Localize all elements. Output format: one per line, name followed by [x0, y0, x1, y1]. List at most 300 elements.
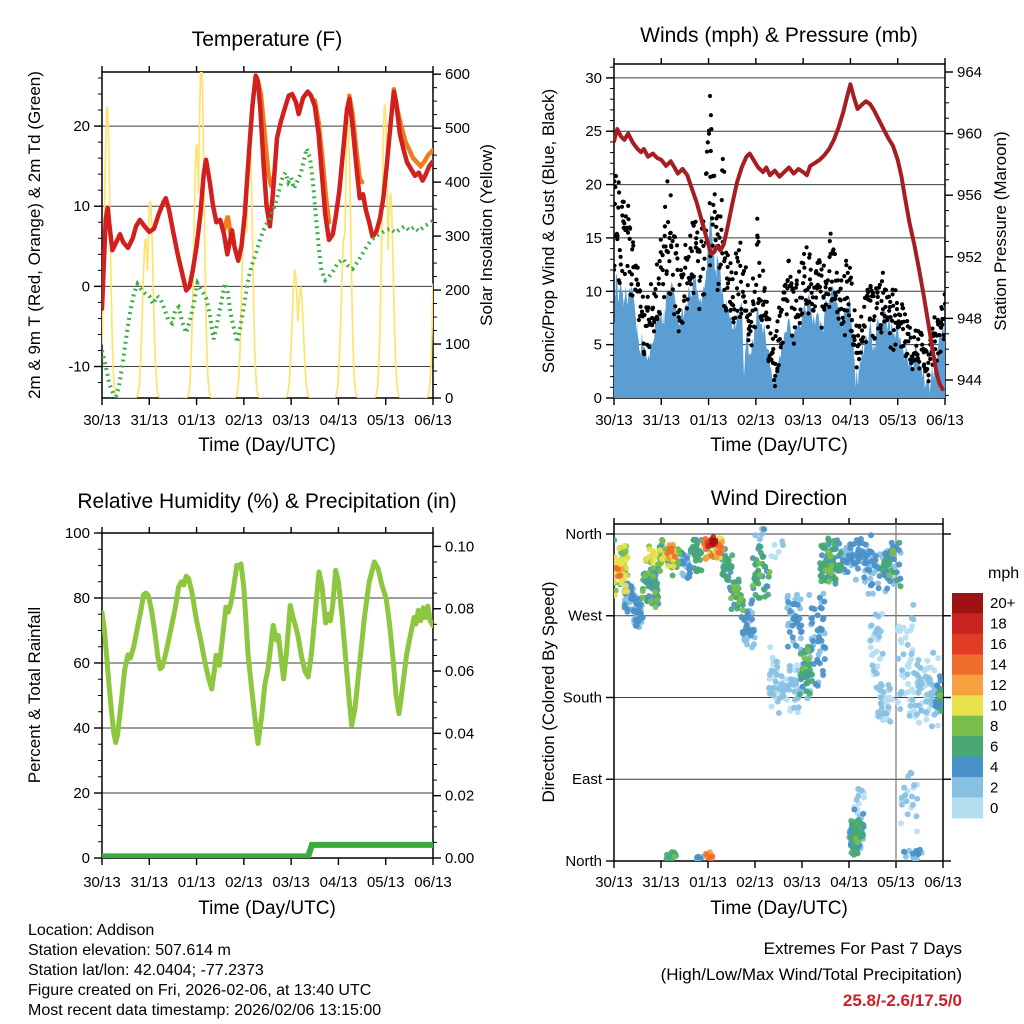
- colorbar-segment: [952, 593, 983, 614]
- gust-dot: [618, 281, 622, 285]
- gust-dot: [673, 235, 677, 239]
- wind-direction-dot: [769, 704, 775, 710]
- gust-dot: [731, 295, 735, 299]
- wind-direction-dot: [646, 554, 652, 560]
- gust-dot: [791, 290, 795, 294]
- colorbar-label: 12: [990, 677, 1007, 694]
- gust-dot: [666, 220, 670, 224]
- gust-dot: [785, 299, 789, 303]
- gust-dot: [711, 203, 715, 207]
- wind-direction-dot: [844, 560, 850, 566]
- gust-dot: [675, 243, 679, 247]
- gust-dot: [706, 140, 710, 144]
- gust-dot: [734, 271, 738, 275]
- wind-direction-dot: [660, 538, 666, 544]
- wind-direction-dot: [740, 607, 746, 613]
- gust-dot: [819, 267, 823, 271]
- gust-dot: [786, 278, 790, 282]
- gust-dot: [636, 283, 640, 287]
- gust-dot: [661, 268, 665, 272]
- gust-dot: [652, 329, 656, 333]
- gust-dot: [663, 205, 667, 209]
- gust-dot: [879, 323, 883, 327]
- wind-direction-dot: [878, 628, 884, 634]
- wind-direction-dot: [878, 695, 884, 701]
- wind-direction-dot: [898, 689, 904, 695]
- figure-created-timestamp: Figure created on Fri, 2026-02-06, at 13:40 UTC: [28, 982, 372, 999]
- gust-dot: [714, 238, 718, 242]
- wind-direction-dot: [909, 623, 915, 629]
- gust-dot: [711, 244, 715, 248]
- colorbar-segment: [952, 675, 983, 696]
- wind-direction-dot: [618, 580, 624, 586]
- gust-dot: [677, 329, 681, 333]
- colorbar-segment: [952, 654, 983, 675]
- y-tick-label-left: 20: [73, 118, 90, 136]
- wind-direction-dot: [798, 596, 804, 602]
- wind-direction-dot: [893, 577, 899, 583]
- gust-dot: [682, 299, 686, 303]
- wind-direction-dot: [757, 572, 763, 578]
- wind-direction-dot: [716, 550, 722, 556]
- gust-dot: [822, 308, 826, 312]
- wind-direction-dot: [787, 663, 793, 669]
- gust-dot: [675, 256, 679, 260]
- gust-dot: [845, 309, 849, 313]
- wind-direction-dot: [821, 599, 827, 605]
- wind-direction-dot: [822, 656, 828, 662]
- gust-dot: [940, 323, 944, 327]
- gust-dot: [647, 345, 651, 349]
- gust-dot: [767, 317, 771, 321]
- gust-dot: [678, 283, 682, 287]
- gust-dot: [671, 273, 675, 277]
- gust-dot: [789, 281, 793, 285]
- x-tick-label: 02/13: [737, 412, 775, 429]
- wind-direction-dot: [855, 786, 861, 792]
- gust-dot: [698, 275, 702, 279]
- wind-direction-dot: [914, 828, 920, 834]
- wind-direction-dot: [672, 854, 678, 860]
- x-tick-label: 06/13: [414, 874, 452, 891]
- gust-dot: [742, 269, 746, 273]
- wind-direction-dot: [772, 554, 778, 560]
- wind-direction-dot: [640, 595, 646, 601]
- wind-direction-dot: [739, 614, 745, 620]
- gust-dot: [901, 306, 905, 310]
- wind-direction-dot: [867, 638, 873, 644]
- gust-dot: [774, 334, 778, 338]
- wind-direction-dot: [728, 595, 734, 601]
- wind-direction-dot: [855, 850, 861, 856]
- gust-dot: [642, 352, 646, 356]
- gust-dot: [669, 231, 673, 235]
- gust-dot: [736, 259, 740, 263]
- gust-dot: [914, 344, 918, 348]
- wind-direction-dot: [751, 641, 757, 647]
- gust-dot: [696, 259, 700, 263]
- wind-direction-dot: [669, 549, 675, 555]
- wind-direction-dot: [826, 579, 832, 585]
- humidity-series: [102, 562, 433, 857]
- gust-dot: [824, 285, 828, 289]
- wind-direction-dot: [838, 550, 844, 556]
- gust-dot: [612, 179, 616, 183]
- y-tick-label-left: East: [571, 771, 602, 789]
- wind-direction-dot: [793, 643, 799, 649]
- gust-dot: [793, 307, 797, 311]
- gust-dot: [655, 317, 659, 321]
- colorbar-label: 16: [990, 636, 1007, 654]
- gust-dot: [830, 280, 834, 284]
- wind-direction-dot: [886, 572, 892, 578]
- y-tick-label-left: North: [565, 525, 602, 543]
- gust-dot: [753, 307, 757, 311]
- wind-direction-dot: [633, 623, 639, 629]
- wind-direction-dot: [886, 695, 892, 701]
- wind-direction-dot: [752, 532, 758, 538]
- gust-dot: [801, 261, 805, 265]
- wind-direction-dot: [884, 586, 890, 592]
- gust-dot: [842, 274, 846, 278]
- gust-dot: [857, 342, 861, 346]
- wind-direction-dot: [797, 691, 803, 697]
- wind-direction-dot: [767, 569, 773, 575]
- colorbar-label: 20+: [990, 595, 1016, 613]
- wind-direction-dot: [791, 680, 797, 686]
- gust-dot: [839, 287, 843, 291]
- wind-direction-dot: [685, 575, 691, 581]
- wind-direction-dot: [879, 567, 885, 573]
- y-tick-label-right: 300: [445, 228, 471, 246]
- relative-humidity-line: [102, 562, 433, 744]
- gust-dot: [628, 225, 632, 229]
- gust-dot: [681, 272, 685, 276]
- gust-dot: [834, 293, 838, 297]
- wind-direction-dot: [909, 651, 915, 657]
- wind-direction-dot: [616, 545, 622, 551]
- gust-dot: [943, 292, 947, 296]
- gust-dot: [802, 274, 806, 278]
- gust-dot: [714, 225, 718, 229]
- gust-dot: [794, 299, 798, 303]
- wind-direction-dot: [924, 658, 930, 664]
- wind-direction-dot: [803, 681, 809, 687]
- wind-direction-dot: [915, 657, 921, 663]
- wind-direction-dot: [758, 550, 764, 556]
- gust-dot: [898, 313, 902, 317]
- gust-dot: [873, 336, 877, 340]
- gust-dot: [814, 296, 818, 300]
- wind-direction-dot: [622, 543, 628, 549]
- gust-dot: [761, 269, 765, 273]
- wind-direction-dot: [750, 583, 756, 589]
- wind-direction-dot: [818, 605, 824, 611]
- gust-dot: [827, 269, 831, 273]
- gust-dot: [617, 180, 621, 184]
- gust-dot: [943, 302, 947, 306]
- wind-direction-dot: [625, 609, 631, 615]
- gust-dot: [753, 325, 757, 329]
- x-tick-label: 01/13: [689, 874, 727, 891]
- x-tick-label: 06/13: [414, 412, 452, 429]
- winds-pressure-chart: [539, 24, 1010, 456]
- gust-dot: [794, 286, 798, 290]
- gust-dot: [657, 282, 661, 286]
- wind-direction-dot: [622, 602, 628, 608]
- y-tick-label-right: 0.00: [445, 850, 475, 867]
- wind-direction-dot: [640, 588, 646, 594]
- gust-dot: [859, 315, 863, 319]
- wind-direction-dot: [756, 595, 762, 601]
- gust-dot: [755, 217, 759, 221]
- gust-dot: [839, 298, 843, 302]
- gust-dot: [669, 245, 673, 249]
- wind-direction-dot: [897, 628, 903, 634]
- gust-dot: [926, 361, 930, 365]
- gust-dot: [723, 256, 727, 260]
- gust-dot: [683, 243, 687, 247]
- x-tick-label: 05/13: [366, 874, 405, 891]
- gust-dot: [738, 264, 742, 268]
- wind-direction-dot: [861, 795, 867, 801]
- gust-dot: [883, 305, 887, 309]
- gust-dot: [875, 301, 879, 305]
- x-tick-label: 06/13: [926, 412, 964, 429]
- gust-dot: [659, 238, 663, 242]
- gust-dot: [654, 294, 658, 298]
- gust-dot: [671, 239, 675, 243]
- gust-dot: [704, 172, 708, 176]
- wind-direction-dot: [918, 708, 924, 714]
- wind-direction-dot: [785, 593, 791, 599]
- wind-direction-dot: [806, 663, 812, 669]
- gust-dot: [710, 216, 714, 220]
- gust-dot: [612, 264, 616, 268]
- wind-direction-dot: [867, 576, 873, 582]
- wind-direction-dot: [895, 699, 901, 705]
- gust-dot: [622, 221, 626, 225]
- gust-dot: [773, 374, 777, 378]
- wind-direction-dot: [881, 689, 887, 695]
- wind-direction-dot: [874, 685, 880, 691]
- wind-direction-dot: [910, 616, 916, 622]
- wind_direction-title: Wind Direction: [710, 487, 848, 510]
- gust-dot: [855, 365, 859, 369]
- gust-dot: [786, 259, 790, 263]
- wind-direction-dot: [799, 629, 805, 635]
- gust-dot: [795, 278, 799, 282]
- gust-dot: [833, 252, 837, 256]
- gust-dot: [719, 263, 723, 267]
- wind-direction-dot: [907, 713, 913, 719]
- gust-dot: [852, 334, 856, 338]
- wind-direction-dot: [631, 609, 637, 615]
- wind-direction-dot: [657, 547, 663, 553]
- wind-direction-dot: [651, 579, 657, 585]
- wind-direction-dot: [860, 811, 866, 817]
- colorbar-segment: [952, 798, 983, 819]
- gust-dot: [848, 266, 852, 270]
- wind-direction-chart: [539, 487, 962, 919]
- y-tick-label-right: 944: [957, 371, 983, 389]
- gust-dot: [827, 305, 831, 309]
- wind-direction-dot: [772, 542, 778, 548]
- wind-direction-dot: [741, 636, 747, 642]
- wind-direction-dot: [899, 802, 905, 808]
- wind-direction-dot: [869, 662, 875, 668]
- gust-dot: [768, 331, 772, 335]
- wind-direction-dot: [786, 687, 792, 693]
- gust-dot: [887, 309, 891, 313]
- colorbar-label: 2: [990, 779, 999, 797]
- gust-dot: [879, 330, 883, 334]
- colorbar-label: 14: [990, 656, 1007, 674]
- colorbar-label: 18: [990, 615, 1007, 633]
- gust-dot: [662, 295, 666, 299]
- gust-dot: [824, 303, 828, 307]
- wind-direction-dot: [653, 604, 659, 610]
- left-axis-label: Sonic/Prop Wind & Gust (Blue, Black): [539, 88, 558, 374]
- gust-dot: [798, 321, 802, 325]
- gust-dot: [895, 301, 899, 305]
- winds_pressure-title: Winds (mph) & Pressure (mb): [640, 24, 918, 47]
- wind-direction-dot: [623, 548, 629, 554]
- wind-direction-dot: [794, 619, 800, 625]
- gust-dot: [678, 308, 682, 312]
- gust-dot: [916, 337, 920, 341]
- wind-direction-dot: [652, 589, 658, 595]
- gust-dot: [836, 317, 840, 321]
- gust-dot: [751, 302, 755, 306]
- wind-direction-dot: [780, 688, 786, 694]
- gust-dot: [699, 239, 703, 243]
- wind-direction-dot: [816, 652, 822, 658]
- gust-dot: [892, 328, 896, 332]
- gust-dot: [655, 262, 659, 266]
- gust-dot: [719, 228, 723, 232]
- gust-dot: [893, 313, 897, 317]
- gust-dot: [646, 305, 650, 309]
- gust-dot: [766, 325, 770, 329]
- wind-direction-dot: [774, 664, 780, 670]
- wind-direction-dot: [815, 612, 821, 618]
- wind-direction-dot: [612, 593, 618, 599]
- gust-dot: [853, 308, 857, 312]
- wind-direction-dot: [851, 807, 857, 813]
- y-tick-label-left: 60: [73, 655, 90, 672]
- gust-dot: [667, 236, 671, 240]
- y-tick-label-left: -10: [68, 358, 90, 376]
- gust-dot: [729, 270, 733, 274]
- gust-dot: [862, 305, 866, 309]
- wind-direction-dot: [670, 573, 676, 579]
- gust-dot: [681, 321, 685, 325]
- gust-dot: [881, 271, 885, 275]
- wind-direction-dot: [691, 545, 697, 551]
- colorbar-segment: [952, 695, 983, 716]
- right-axis-label: Station Pressure (Maroon): [991, 131, 1010, 331]
- gust-dot: [708, 94, 712, 98]
- extremes-title: Extremes For Past 7 Days: [763, 939, 962, 958]
- wind-direction-dot: [901, 849, 907, 855]
- gust-dot: [777, 363, 781, 367]
- gust-dot: [884, 288, 888, 292]
- wind-direction-dot: [787, 608, 793, 614]
- wind-direction-dot: [923, 673, 929, 679]
- wind-direction-dot: [809, 672, 815, 678]
- wind-direction-dot: [706, 855, 712, 861]
- gust-dot: [712, 174, 716, 178]
- wind-direction-dot: [684, 555, 690, 561]
- gust-dot: [841, 320, 845, 324]
- wind-direction-dot: [908, 703, 914, 709]
- gust-dot: [782, 290, 786, 294]
- gust-dot: [829, 232, 833, 236]
- wind-direction-dot: [708, 552, 714, 558]
- wind-direction-dot: [928, 665, 934, 671]
- y-tick-label-right: 0.04: [445, 725, 475, 743]
- gust-dot: [903, 312, 907, 316]
- wind-direction-dot: [652, 549, 658, 555]
- wind-direction-dot: [611, 537, 617, 543]
- gust-dot: [701, 244, 705, 248]
- gust-dot: [665, 269, 669, 273]
- extremes-summary: [661, 936, 962, 1014]
- gust-dot: [801, 281, 805, 285]
- gust-dot: [856, 334, 860, 338]
- gust-dot: [686, 297, 690, 301]
- gust-dot: [726, 253, 730, 257]
- wind-direction-dot: [856, 817, 862, 823]
- x-tick-label: 31/13: [642, 412, 681, 429]
- gust-dot: [814, 269, 818, 273]
- station-latlon: Station lat/lon: 42.0404; -77.2373: [28, 962, 264, 979]
- gust-dot: [847, 313, 851, 317]
- gust-dot: [915, 353, 919, 357]
- gust-dot: [857, 357, 861, 361]
- gust-dot: [709, 127, 713, 131]
- gust-dot: [807, 256, 811, 260]
- wind-direction-dot: [862, 560, 868, 566]
- y-tick-label-right: 200: [445, 282, 471, 300]
- wind-direction-dot: [877, 656, 883, 662]
- y-tick-label-left: 40: [73, 720, 90, 737]
- wind-direction-dot: [901, 651, 907, 657]
- gust-dot: [775, 329, 779, 333]
- wind-direction-dot: [868, 644, 874, 650]
- gust-dot: [726, 281, 730, 285]
- gust-dot: [702, 257, 706, 261]
- gust-dot: [822, 264, 826, 268]
- wind-direction-dot: [726, 566, 732, 572]
- wind-direction-dot: [938, 678, 944, 684]
- gust-dot: [797, 270, 801, 274]
- wind-direction-dot: [916, 703, 922, 709]
- colorbar-segment: [952, 736, 983, 757]
- x-tick-label: 01/13: [177, 874, 216, 891]
- wind-direction-dot: [738, 595, 744, 601]
- gust-dot: [866, 290, 870, 294]
- precipitation-line: [102, 845, 433, 857]
- gust-dot: [901, 327, 905, 331]
- humidity-precip-chart: [25, 490, 474, 919]
- y-tick-label-right: 960: [957, 125, 983, 143]
- gust-dot: [669, 193, 673, 197]
- wind-direction-dot: [897, 706, 903, 712]
- gust-dot: [861, 335, 865, 339]
- y-tick-label-left: 5: [593, 336, 602, 354]
